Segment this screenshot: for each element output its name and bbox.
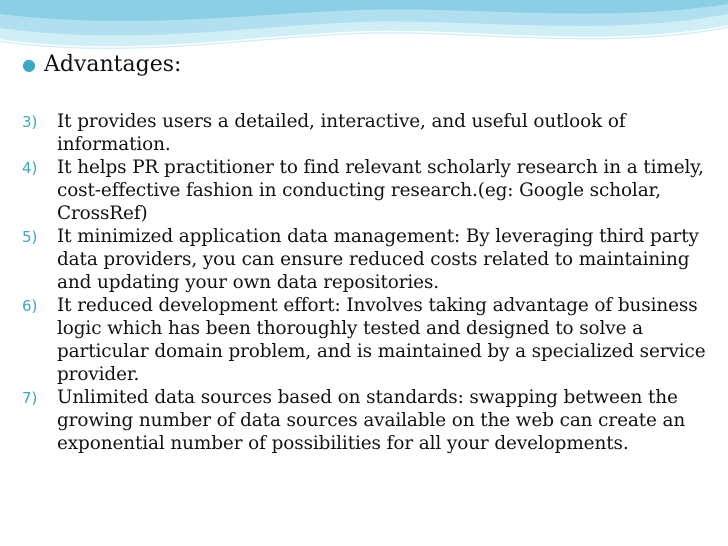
list-item — [22, 225, 712, 294]
item-number: 6) — [22, 297, 38, 315]
item-text: It minimized application data management: By leveraging third party data providers, you can ensure reduced costs related to maintaining and updating your own data repositories. — [57, 226, 699, 293]
item-number: 7) — [22, 389, 38, 407]
item-text: Unlimited data sources based on standards: swapping between the growing number of data sources available on the web can create an exponential number of possibilities for all your developments. — [57, 387, 686, 454]
list-item — [22, 156, 712, 225]
list-item — [22, 110, 712, 156]
heading-text: Advantages: — [43, 52, 182, 77]
item-text: It reduced development effort: Involves taking advantage of business logic which has been thoroughly tested and designed to solve a particular domain problem, and is maintained by a specialized service provider. — [57, 295, 706, 385]
item-number: 5) — [22, 228, 38, 246]
item-number: 3) — [22, 113, 38, 131]
item-text: It provides users a detailed, interactive, and useful outlook of information. — [57, 111, 626, 155]
item-text: It helps PR practitioner to find relevant scholarly research in a timely, cost-effective fashion in conducting research.(eg: Google scholar, CrossRef) — [57, 157, 704, 224]
list-item — [22, 294, 712, 386]
item-number: 4) — [22, 159, 38, 177]
slide-heading — [22, 50, 181, 80]
bullet-dot-icon: ● — [22, 55, 36, 74]
list-item — [22, 386, 712, 455]
advantages-list — [22, 110, 712, 455]
